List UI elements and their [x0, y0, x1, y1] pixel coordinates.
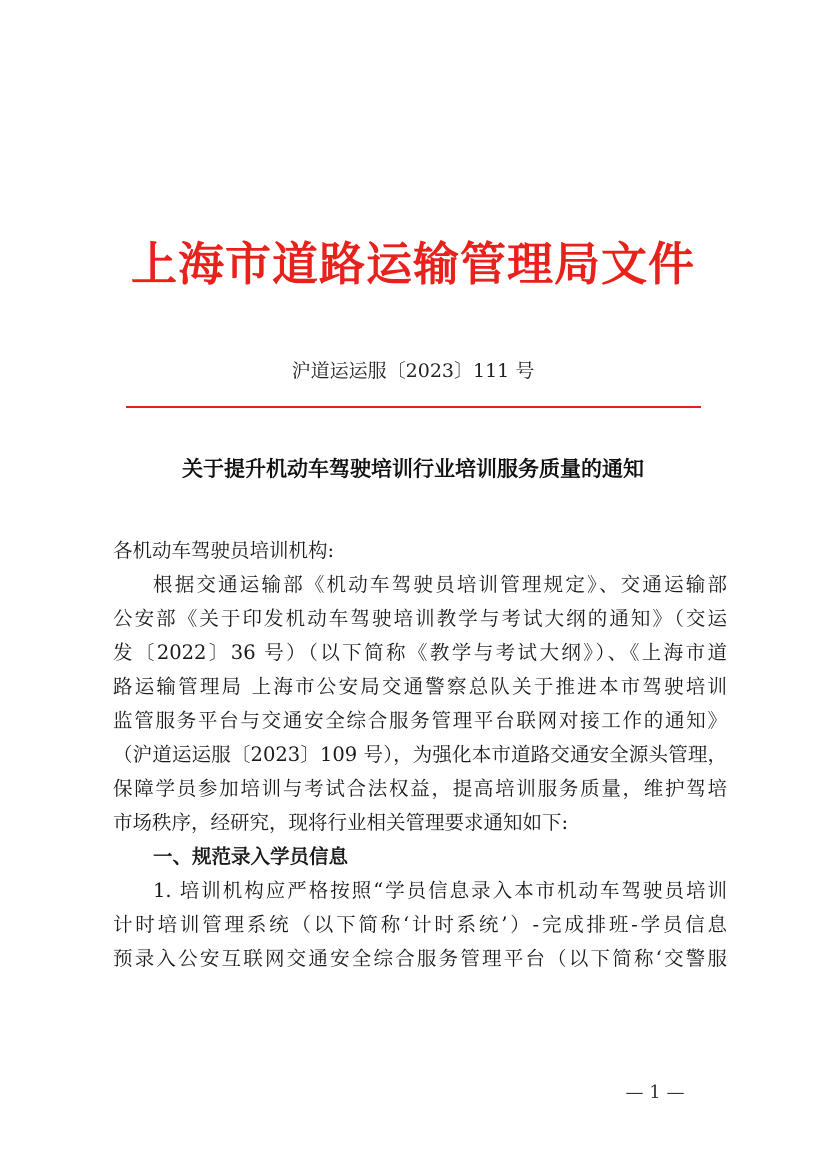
body-line-10: 1. 培训机构应严格按照“学员信息录入本市机动车驾驶员培训: [153, 879, 727, 902]
body-line-11: 计时培训管理系统（以下简称‘计时系统’）-完成排班-学员信息: [113, 913, 727, 936]
red-divider: [126, 406, 701, 408]
body-line-4: 路运输管理局 上海市公安局交通警察总队关于推进本市驾驶培训: [113, 675, 727, 698]
body-line-6: （沪道运运服〔2023〕109 号），为强化本市道路交通安全源头管理，: [113, 743, 727, 766]
body-line-7: 保障学员参加培训与考试合法权益，提高培训服务质量，维护驾培: [113, 777, 727, 800]
body-line-5: 监管服务平台与交通安全综合服务管理平台联网对接工作的通知》: [113, 709, 727, 732]
salutation: 各机动车驾驶员培训机构:: [113, 539, 335, 562]
page-number: — 1 —: [625, 1082, 685, 1103]
body-line-3: 发〔2022〕36 号）（以下简称《教学与考试大纲》）、《上海市道: [113, 641, 727, 664]
body-line-1: 根据交通运输部《机动车驾驶员培训管理规定》、交通运输部: [153, 573, 727, 596]
body-line-8: 市场秩序，经研究，现将行业相关管理要求通知如下:: [113, 811, 569, 834]
body-line-2: 公安部《关于印发机动车驾驶培训教学与考试大纲的通知》（交运: [113, 607, 727, 630]
body-line-12: 预录入公安互联网交通安全综合服务管理平台（以下简称‘交警服: [113, 947, 727, 970]
document-header-title: 上海市道路运输管理局文件: [131, 237, 695, 291]
document-number: 沪道运运服〔2023〕111 号: [291, 360, 535, 382]
notice-title: 关于提升机动车驾驶培训行业培训服务质量的通知: [182, 457, 644, 481]
section-heading-1: 一、规范录入学员信息: [153, 845, 349, 868]
